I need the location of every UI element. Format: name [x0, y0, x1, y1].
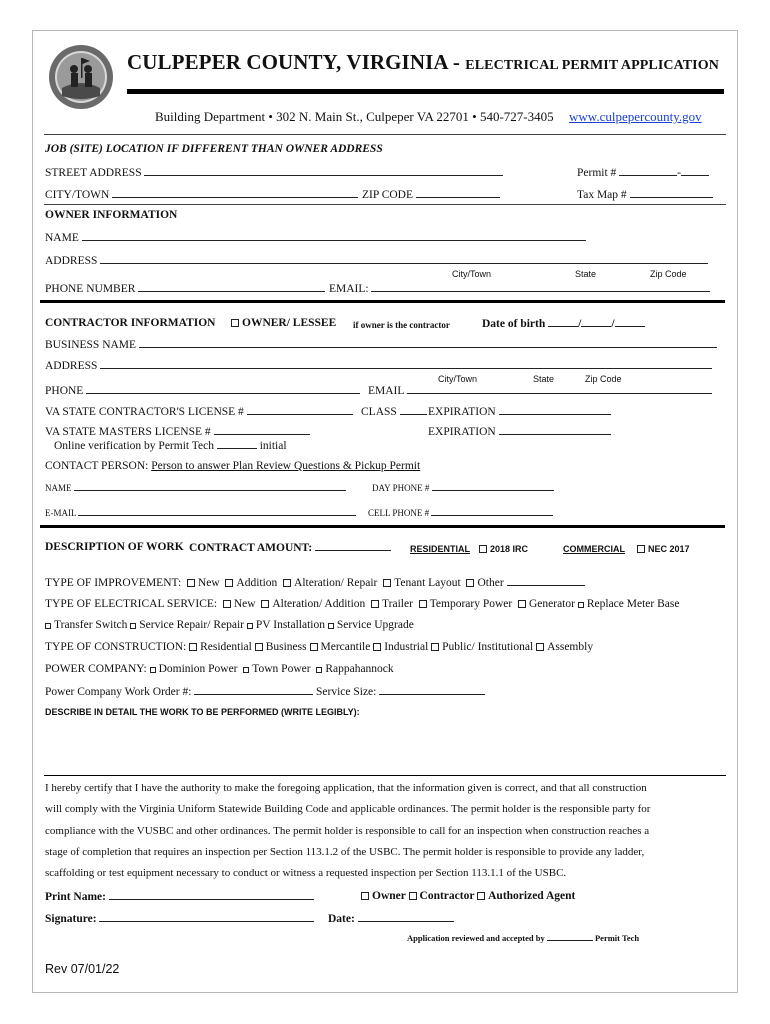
owner-lessee-checkbox[interactable]: OWNER/ LESSEE: [231, 316, 336, 330]
role-owner-option[interactable]: Owner: [361, 890, 406, 902]
print-name-field[interactable]: Print Name:: [45, 889, 314, 904]
service-type-row-2: [45, 618, 414, 632]
contractor-phone-field[interactable]: PHONE: [45, 383, 360, 398]
divider: [44, 134, 726, 135]
license-expiration-field[interactable]: EXPIRATION: [428, 404, 611, 419]
business-name-field[interactable]: BUSINESS NAME: [45, 337, 717, 352]
checkbox-icon[interactable]: [479, 545, 487, 553]
tax-map-field[interactable]: Tax Map #: [577, 187, 713, 202]
contractor-email-field[interactable]: EMAIL: [368, 383, 712, 398]
certification-line-5: scaffolding or test equipment necessary to conduct or witness a requested inspection per Section 113.1.1 of the USBC.: [45, 867, 567, 879]
service-meter-base-option[interactable]: Replace Meter Base: [578, 598, 680, 610]
owner-zip-caption: Zip Code: [650, 269, 687, 279]
construction-industrial-option[interactable]: Industrial: [373, 641, 428, 653]
revision-date: Rev 07/01/22: [45, 962, 120, 976]
improvement-type-label: TYPE OF IMPROVEMENT:: [45, 577, 182, 589]
checkbox-icon[interactable]: [578, 602, 584, 608]
checkbox-icon[interactable]: [373, 643, 381, 651]
street-address-field[interactable]: STREET ADDRESS: [45, 165, 503, 180]
checkbox-icon[interactable]: [419, 600, 427, 608]
improvement-alteration-option[interactable]: Alteration/ Repair: [283, 577, 377, 589]
signature-field[interactable]: Signature:: [45, 911, 314, 926]
date-of-birth-field[interactable]: Date of birth / /: [482, 316, 645, 331]
contract-amount-field[interactable]: CONTRACT AMOUNT:: [189, 540, 391, 555]
checkbox-icon[interactable]: [189, 643, 197, 651]
contractor-license-field[interactable]: VA STATE CONTRACTOR'S LICENSE #: [45, 404, 353, 419]
checkbox-icon[interactable]: [477, 892, 485, 900]
work-order-field[interactable]: Power Company Work Order #:: [45, 684, 313, 699]
role-agent-option[interactable]: Authorized Agent: [477, 890, 575, 902]
construction-business-option[interactable]: Business: [255, 641, 307, 653]
checkbox-icon[interactable]: [310, 643, 318, 651]
power-dominion-option[interactable]: Dominion Power: [150, 663, 238, 675]
service-new-option[interactable]: New: [223, 598, 256, 610]
service-pv-option[interactable]: PV Installation: [247, 619, 325, 631]
checkbox-icon[interactable]: [328, 623, 334, 629]
contact-person-label: CONTACT PERSON: Person to answer Plan Review Questions & Pickup Permit: [45, 460, 421, 472]
improvement-addition-option[interactable]: Addition: [225, 577, 277, 589]
certification-line-4: stage of completion that requires an inspection per Section 113.1.2 of the USBC. The permit holder is responsible to provide any ladder,: [45, 846, 645, 858]
checkbox-icon[interactable]: [466, 579, 474, 587]
checkbox-icon[interactable]: [231, 319, 239, 327]
checkbox-icon[interactable]: [316, 667, 322, 673]
improvement-tenant-option[interactable]: Tenant Layout: [383, 577, 461, 589]
signer-role-options: [361, 889, 575, 903]
checkbox-icon[interactable]: [261, 600, 269, 608]
license-class-field[interactable]: CLASS: [361, 404, 427, 419]
owner-heading: OWNER INFORMATION: [45, 209, 178, 221]
owner-phone-field[interactable]: PHONE NUMBER: [45, 281, 325, 296]
county-seal-logo: [48, 44, 114, 110]
page-title: CULPEPER COUNTY, VIRGINIA - ELECTRICAL PERMIT APPLICATION: [127, 50, 719, 74]
owner-name-field[interactable]: NAME: [45, 230, 586, 245]
checkbox-icon[interactable]: [223, 600, 231, 608]
checkbox-icon[interactable]: [637, 545, 645, 553]
review-acceptance-line: Application reviewed and accepted by Permit Tech: [407, 933, 640, 943]
service-generator-option[interactable]: Generator: [518, 598, 575, 610]
power-rappahannock-option[interactable]: Rappahannock: [316, 663, 393, 675]
construction-type-row: [45, 640, 593, 654]
permit-number-field[interactable]: Permit # -: [577, 165, 709, 180]
job-site-heading: JOB (SITE) LOCATION IF DIFFERENT THAN OWNER ADDRESS: [45, 143, 383, 155]
website-link[interactable]: www.culpepercounty.gov: [569, 109, 702, 124]
checkbox-icon[interactable]: [361, 892, 369, 900]
power-company-label: POWER COMPANY:: [45, 663, 147, 675]
construction-type-label: TYPE OF CONSTRUCTION:: [45, 641, 187, 653]
checkbox-icon[interactable]: [247, 623, 253, 629]
description-of-work-heading: DESCRIPTION OF WORK: [45, 541, 184, 553]
improvement-new-option[interactable]: New: [187, 577, 220, 589]
contractor-state-caption: State: [533, 374, 555, 384]
certification-line-1: I hereby certify that I have the authority to make the foregoing application, that the information given is correct, and that all construction: [45, 782, 647, 794]
zip-code-field[interactable]: ZIP CODE: [362, 187, 500, 202]
role-contractor-option[interactable]: Contractor: [409, 890, 475, 902]
construction-mercantile-option[interactable]: Mercantile: [310, 641, 371, 653]
contractor-city-caption: City/Town: [438, 374, 478, 384]
contractor-heading: CONTRACTOR INFORMATION: [45, 317, 216, 329]
checkbox-icon[interactable]: [45, 623, 51, 629]
service-transfer-option[interactable]: Transfer Switch: [45, 619, 127, 631]
checkbox-icon[interactable]: [243, 667, 249, 673]
masters-license-field[interactable]: VA STATE MASTERS LICENSE #: [45, 424, 310, 439]
owner-address-field[interactable]: ADDRESS: [45, 253, 708, 268]
date-field[interactable]: Date:: [328, 911, 454, 926]
checkbox-icon[interactable]: [150, 667, 156, 673]
contractor-address-field[interactable]: ADDRESS: [45, 358, 712, 373]
checkbox-icon[interactable]: [225, 579, 233, 587]
cell-phone-field[interactable]: CELL PHONE #: [368, 506, 553, 520]
department-address: Building Department • 302 N. Main St., Culpeper VA 22701 • 540-727-3405: [155, 109, 554, 124]
service-temporary-option[interactable]: Temporary Power: [419, 598, 513, 610]
owner-contractor-note: if owner is the contractor: [353, 320, 450, 330]
contact-email-field[interactable]: E-MAIL: [45, 506, 356, 520]
masters-expiration-field[interactable]: EXPIRATION: [428, 424, 611, 439]
service-repair-option[interactable]: Service Repair/ Repair: [130, 619, 244, 631]
owner-email-field[interactable]: EMAIL:: [329, 281, 710, 296]
service-size-field[interactable]: Service Size:: [316, 684, 485, 699]
divider: [44, 775, 726, 776]
checkbox-icon[interactable]: [130, 623, 136, 629]
describe-work-label: DESCRIBE IN DETAIL THE WORK TO BE PERFORMED (WRITE LEGIBLY):: [45, 707, 360, 717]
online-verification-field[interactable]: Online verification by Permit Tech initial: [54, 440, 287, 452]
service-alteration-option[interactable]: Alteration/ Addition: [261, 598, 365, 610]
checkbox-icon[interactable]: [431, 643, 439, 651]
city-town-field[interactable]: CITY/TOWN: [45, 187, 358, 202]
work-description-area[interactable]: [45, 720, 725, 772]
improvement-type-row: [45, 575, 585, 590]
commercial-label: COMMERCIAL: [563, 544, 625, 554]
power-town-option[interactable]: Town Power: [243, 663, 310, 675]
service-upgrade-option[interactable]: Service Upgrade: [328, 619, 414, 631]
day-phone-field[interactable]: DAY PHONE #: [372, 481, 554, 495]
owner-city-caption: City/Town: [452, 269, 492, 279]
service-type-label: TYPE OF ELECTRICAL SERVICE:: [45, 598, 218, 610]
contractor-zip-caption: Zip Code: [585, 374, 622, 384]
construction-assembly-option[interactable]: Assembly: [536, 641, 593, 653]
certification-line-3: compliance with the VUSBC and other ordinances. The permit holder is responsible to call for an inspection when construction reaches a: [45, 825, 650, 837]
residential-label: RESIDENTIAL: [410, 544, 471, 554]
service-trailer-option[interactable]: Trailer: [371, 598, 413, 610]
divider: [44, 204, 726, 205]
construction-residential-option[interactable]: Residential: [189, 641, 252, 653]
nec-checkbox[interactable]: NEC 2017: [637, 542, 690, 556]
service-type-row: [45, 597, 679, 611]
section-rule: [40, 525, 725, 528]
owner-state-caption: State: [575, 269, 597, 279]
checkbox-icon[interactable]: [371, 600, 379, 608]
certification-line-2: will comply with the Virginia Uniform Statewide Building Code and applicable ordinances. The permit holder is the responsible party for: [45, 803, 651, 815]
contact-name-field[interactable]: NAME: [45, 481, 346, 495]
checkbox-icon[interactable]: [255, 643, 263, 651]
checkbox-icon[interactable]: [409, 892, 417, 900]
checkbox-icon[interactable]: [383, 579, 391, 587]
section-rule: [40, 300, 725, 303]
title-rule: [127, 89, 724, 94]
checkbox-icon[interactable]: [187, 579, 195, 587]
construction-public-option[interactable]: Public/ Institutional: [431, 641, 533, 653]
power-company-row: [45, 662, 394, 676]
improvement-other-option[interactable]: Other: [466, 577, 584, 589]
irc-checkbox[interactable]: 2018 IRC: [479, 542, 528, 556]
checkbox-icon[interactable]: [536, 643, 544, 651]
checkbox-icon[interactable]: [518, 600, 526, 608]
checkbox-icon[interactable]: [283, 579, 291, 587]
